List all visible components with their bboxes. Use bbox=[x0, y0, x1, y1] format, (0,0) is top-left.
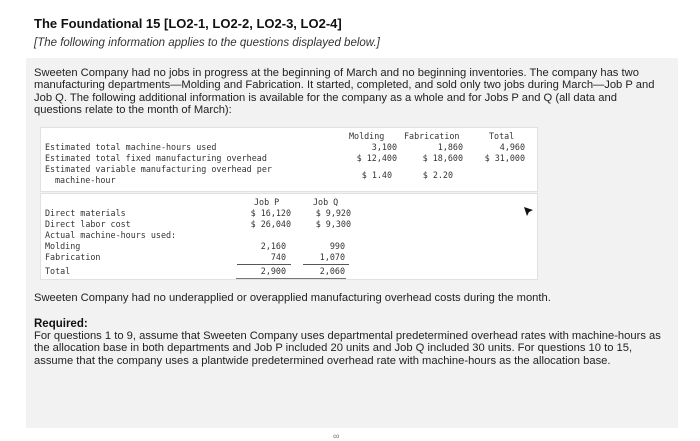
cell-total: $ 31,000 bbox=[484, 153, 525, 163]
department-table bbox=[40, 127, 538, 192]
cell-fabrication: $ 2.20 bbox=[422, 170, 453, 180]
mouse-pointer-icon bbox=[524, 207, 534, 217]
cell-fabrication: 1,860 bbox=[437, 142, 463, 152]
row-label: Estimated total fixed manufacturing overhead bbox=[45, 153, 267, 163]
row-label: Fabrication bbox=[45, 252, 101, 262]
row-label: Total bbox=[45, 266, 71, 276]
header-fabrication: Fabrication bbox=[404, 131, 460, 141]
header-total: Total bbox=[489, 131, 515, 141]
cell-job-p: 2,900 bbox=[260, 266, 286, 276]
required-text: For questions 1 to 9, assume that Sweeten Company uses departmental predetermined overhead rates with machine-hours as the allocation base in both departments and Job P included 20 units and Job Q included 30 units. For questions 10 to 15, assume that the company uses a plantwide predetermined overhead rate with machine-hours as the allocation base. bbox=[34, 330, 661, 367]
row-label: Molding bbox=[45, 241, 81, 251]
cell-job-q: $ 9,920 bbox=[315, 208, 351, 218]
total-double-rule bbox=[236, 278, 346, 279]
cell-molding: 3,100 bbox=[371, 142, 397, 152]
cell-job-p: $ 16,120 bbox=[250, 208, 291, 218]
cell-molding: $ 12,400 bbox=[356, 153, 397, 163]
row-label: Estimated variable manufacturing overhead per bbox=[45, 164, 272, 174]
row-label: Direct labor cost bbox=[45, 219, 131, 229]
cell-job-q: $ 9,300 bbox=[315, 219, 351, 229]
cell-molding: $ 1.40 bbox=[361, 170, 392, 180]
overhead-note: Sweeten Company had no underapplied or overapplied manufacturing overhead costs during the month. bbox=[34, 292, 551, 304]
cell-job-q: 990 bbox=[329, 241, 345, 251]
job-table bbox=[40, 193, 538, 280]
header-job-p: Job P bbox=[254, 197, 280, 207]
row-label: Direct materials bbox=[45, 208, 126, 218]
scroll-indicator-icon: ∞ bbox=[333, 431, 340, 441]
subtotal-rule-job-q bbox=[303, 264, 349, 265]
row-label-continued: machine-hour bbox=[55, 175, 116, 185]
intro-paragraph: Sweeten Company had no jobs in progress at the beginning of March and no beginning inventories. The company has two manufacturing departments—Molding and Fabrication. It started, completed, and sold only two jobs during March—Job P and Job Q. The following additional information is available for the company as a whole and for Jobs P and Q (all data and questions relate to the month of March): bbox=[34, 67, 655, 117]
header-molding: Molding bbox=[349, 131, 385, 141]
cell-job-p: 2,160 bbox=[260, 241, 286, 251]
cell-job-q: 1,070 bbox=[319, 252, 345, 262]
cell-job-p: $ 26,040 bbox=[250, 219, 291, 229]
row-label: Actual machine-hours used: bbox=[45, 230, 177, 240]
page-title: The Foundational 15 [LO2-1, LO2-2, LO2-3, LO2-4] bbox=[34, 16, 342, 31]
required-label: Required: bbox=[34, 318, 88, 330]
cell-job-q: 2,060 bbox=[319, 266, 345, 276]
header-job-q: Job Q bbox=[313, 197, 339, 207]
cell-total: 4,960 bbox=[499, 142, 525, 152]
cell-fabrication: $ 18,600 bbox=[422, 153, 463, 163]
subtotal-rule-job-p bbox=[237, 264, 291, 265]
page-subtitle: [The following information applies to the questions displayed below.] bbox=[34, 37, 380, 49]
cell-job-p: 740 bbox=[270, 252, 286, 262]
row-label: Estimated total machine-hours used bbox=[45, 142, 217, 152]
